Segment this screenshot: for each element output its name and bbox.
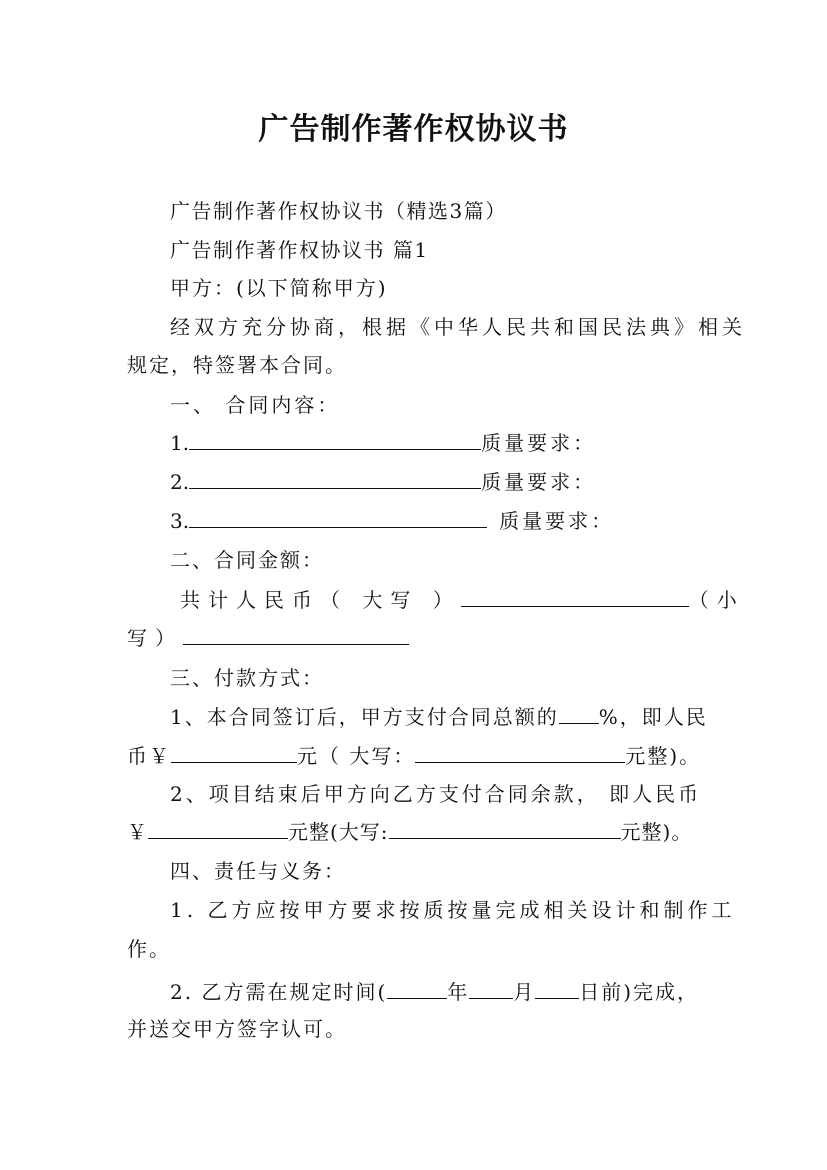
section-1-heading: 一、 合同内容： (170, 393, 341, 417)
blank-field (559, 705, 599, 724)
blank-month (469, 980, 513, 999)
text: 元整)。 (620, 820, 693, 844)
item-number: 2. (170, 470, 190, 494)
blank-field (189, 470, 481, 489)
text: 元整(大写: (288, 820, 389, 844)
text: 日前)完成， (579, 980, 700, 1004)
total-amount-line (180, 588, 745, 612)
item-number: 3. (170, 509, 190, 533)
blank-field (461, 588, 689, 607)
part-heading: 广告制作著作权协议书 篇1 (170, 238, 429, 262)
blank-field (183, 626, 409, 645)
duty-2-line-1 (170, 980, 699, 1004)
content-item-3 (170, 509, 614, 533)
intro-line-2: 规定，特签署本合同。 (127, 353, 347, 377)
total-amount-line-2 (127, 626, 409, 650)
text: 月 (513, 980, 536, 1004)
payment-2-line-2 (127, 820, 692, 844)
payment-1-line-2 (127, 744, 701, 768)
text: 年 (447, 980, 470, 1004)
blank-field (171, 744, 297, 763)
text: 元（ 大写： (297, 744, 416, 768)
section-4-heading: 四、责任与义务： (170, 859, 346, 883)
blank-field (189, 431, 481, 450)
subtitle: 广告制作著作权协议书（精选3篇） (170, 199, 507, 223)
party-a: 甲方：(以下简称甲方) (170, 276, 388, 300)
quality-label: 质量要求： (481, 470, 597, 494)
section-2-heading: 二、合同金额： (170, 548, 324, 572)
blank-field (415, 744, 625, 763)
quality-label: 质量要求： (481, 431, 597, 455)
duty-2-line-2: 并送交甲方签字认可。 (127, 1017, 347, 1041)
total-label-cont: （小 (688, 588, 745, 612)
total-label-end: 写） (127, 626, 183, 650)
item-number: 1. (170, 431, 190, 455)
section-3-heading: 三、付款方式： (170, 666, 324, 690)
text: 1、本合同签订后，甲方支付合同总额的 (170, 705, 559, 729)
intro-line-1: 经双方充分协商，根据《中华人民共和国民法典》相关 (170, 315, 746, 339)
content-item-2 (170, 470, 596, 494)
text: %，即人民 (598, 705, 708, 729)
blank-year (387, 980, 447, 999)
text: 币￥ (127, 744, 171, 768)
quality-label: 质量要求： (499, 509, 615, 533)
content-item-1 (170, 431, 596, 455)
text: 元整)。 (625, 744, 702, 768)
blank-day (535, 980, 579, 999)
blank-field (148, 820, 288, 839)
duty-1-line-1: 1. 乙方应按甲方要求按质按量完成相关设计和制作工 (170, 898, 736, 922)
blank-field (389, 820, 621, 839)
payment-1-line-1 (170, 705, 708, 729)
text: 2. 乙方需在规定时间( (170, 980, 388, 1004)
blank-field (189, 509, 487, 528)
document-title: 广告制作著作权协议书 (258, 112, 569, 147)
total-label: 共计人民币（ 大写 ） (180, 588, 461, 612)
payment-2-line-1: 2、项目结束后甲方向乙方支付合同余款， 即人民币 (170, 782, 702, 806)
duty-1-line-2: 作。 (127, 937, 171, 961)
text: ￥ (127, 820, 148, 844)
